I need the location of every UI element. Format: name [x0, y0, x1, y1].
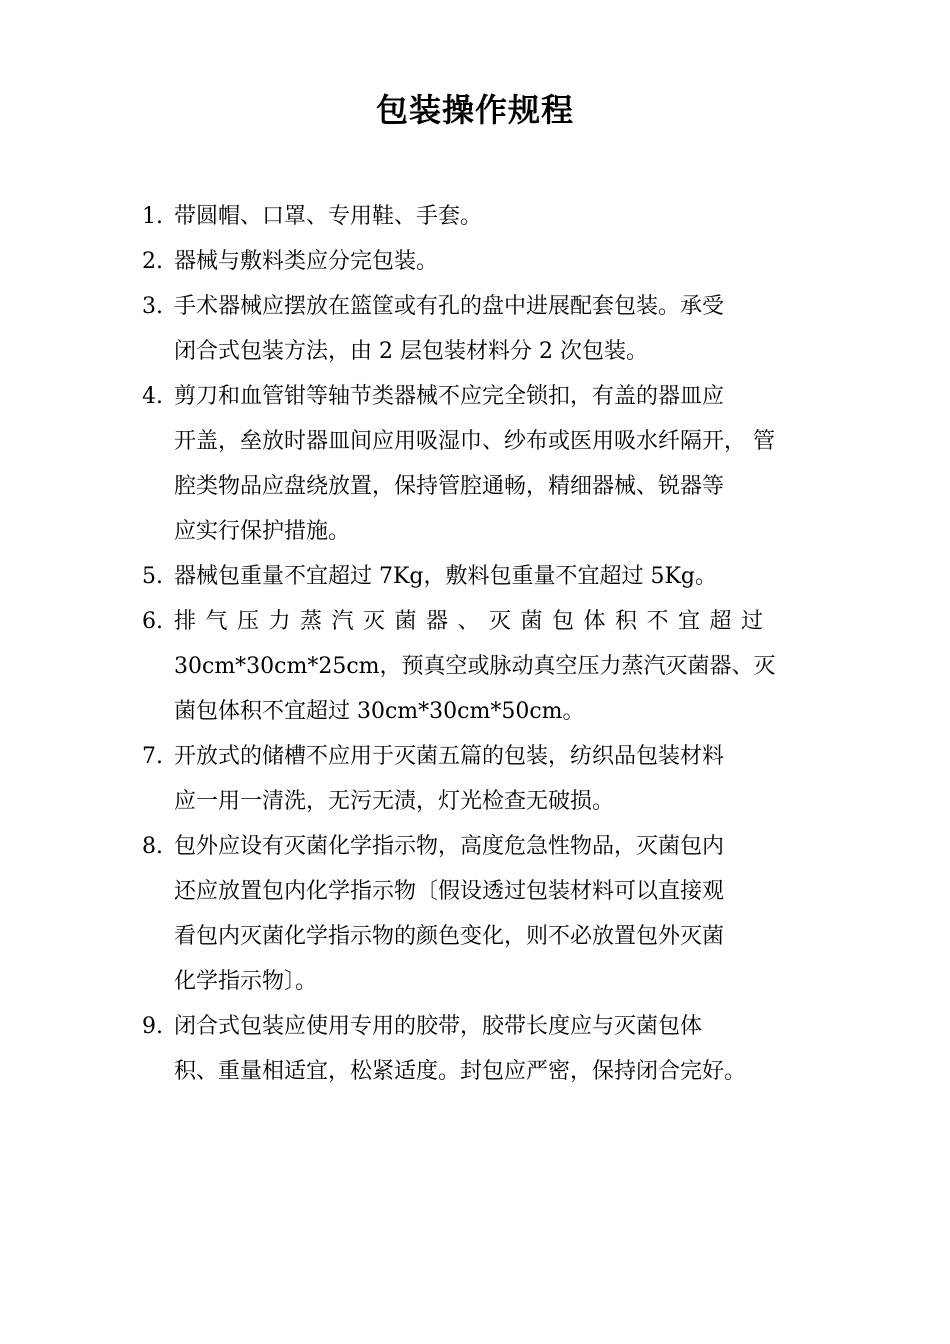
item-text — [174, 554, 822, 599]
item-line: 30cm*30cm*25cm，预真空或脉动真空压力蒸汽灭菌器、灭 — [174, 654, 776, 679]
item-number: 5. — [142, 564, 163, 589]
item-number: 2. — [142, 249, 163, 274]
item-line: 看包内灭菌化学指示物的颜色变化，则不必放置包外灭菌 — [174, 924, 725, 949]
item-text — [174, 374, 822, 554]
item-line: 排气压力蒸汽灭菌器、灭菌包体积不宜超过 — [174, 609, 773, 634]
list-item — [142, 1004, 822, 1094]
page-title: 包装操作规程 — [375, 91, 574, 129]
item-line: 包外应设有灭菌化学指示物，高度危急性物品，灭菌包内 — [174, 834, 725, 859]
list-item — [142, 374, 822, 554]
item-line: 器械与敷料类应分完包装。 — [174, 249, 439, 274]
item-line: 化学指示物〕。 — [174, 969, 318, 994]
item-line: 还应放置包内化学指示物〔假设透过包装材料可以直接观 — [174, 879, 725, 904]
item-line: 剪刀和血管钳等轴节类器械不应完全锁扣，有盖的器皿应 — [174, 384, 725, 409]
item-number: 6. — [142, 609, 163, 634]
list-item — [142, 284, 822, 374]
item-line: 腔类物品应盘绕放置，保持管腔通畅，精细器械、锐器等 — [174, 474, 725, 499]
item-line: 闭合式包装方法，由 2 层包装材料分 2 次包装。 — [174, 339, 648, 364]
item-number: 3. — [142, 294, 163, 319]
procedure-list — [142, 194, 822, 1094]
item-text — [174, 1004, 822, 1094]
item-line: 手术器械应摆放在篮筐或有孔的盘中进展配套包装。承受 — [174, 294, 725, 319]
list-item — [142, 239, 822, 284]
item-text — [174, 734, 822, 824]
item-text — [174, 599, 822, 734]
list-item — [142, 599, 822, 734]
list-item — [142, 824, 822, 1004]
item-number: 1. — [142, 204, 163, 229]
item-text — [174, 284, 822, 374]
item-line: 菌包体积不宜超过 30cm*30cm*50cm。 — [174, 699, 585, 724]
list-item — [142, 554, 822, 599]
item-line: 器械包重量不宜超过 7Kg，敷料包重量不宜超过 5Kg。 — [174, 564, 718, 589]
item-line: 带圆帽、口罩、专用鞋、手套。 — [174, 204, 483, 229]
item-number: 7. — [142, 744, 163, 769]
list-item — [142, 734, 822, 824]
item-line: 开放式的储槽不应用于灭菌五篇的包装，纺织品包装材料 — [174, 744, 725, 769]
item-line: 应实行保护措施。 — [174, 519, 351, 544]
item-text — [174, 239, 822, 284]
item-text — [174, 194, 822, 239]
item-line: 闭合式包装应使用专用的胶带，胶带长度应与灭菌包体 — [174, 1014, 703, 1039]
item-number: 4. — [142, 384, 163, 409]
item-line: 开盖，垒放时器皿间应用吸湿巾、纱布或医用吸水纤隔开， 管 — [174, 429, 775, 454]
item-number: 9. — [142, 1014, 163, 1039]
item-line: 积、重量相适宜，松紧适度。封包应严密，保持闭合完好。 — [174, 1059, 747, 1084]
item-line: 应一用一清洗，无污无渍，灯光检查无破损。 — [174, 789, 615, 814]
item-text — [174, 824, 822, 1004]
item-number: 8. — [142, 834, 163, 859]
list-item — [142, 194, 822, 239]
